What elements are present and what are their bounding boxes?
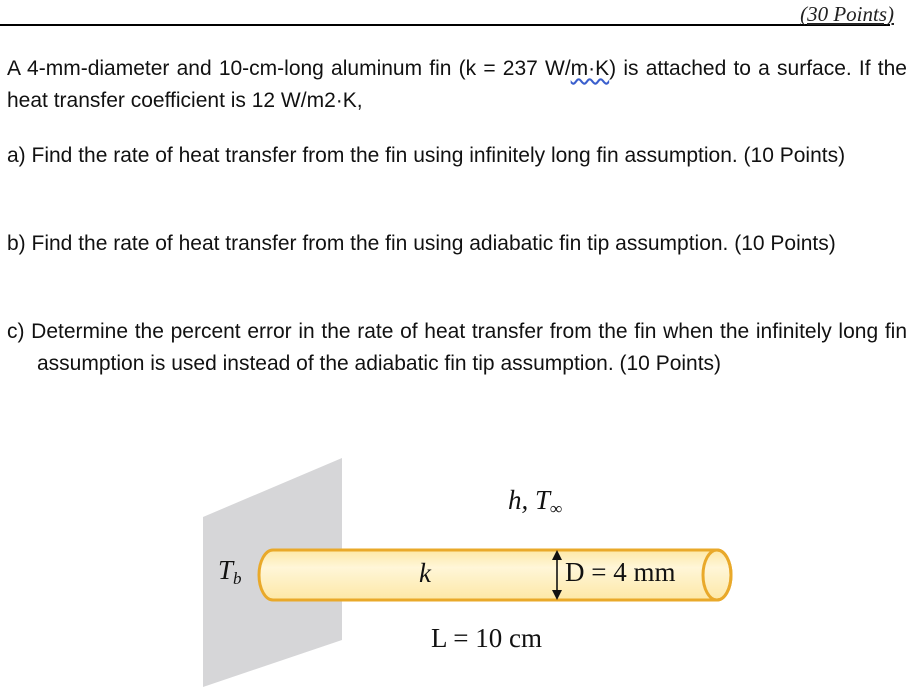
base-temp-label-text: T	[218, 555, 234, 585]
question-part-a: a) Find the rate of heat transfer from the fin using infinitely long fin assumption. (10 Points)	[7, 144, 846, 167]
question-part-c-text: c) Determine the percent error in the rate of heat transfer from the fin when the infinitely long fin assumption is used instead of the adiabatic fin tip assumption. (10 Points)	[7, 320, 907, 375]
intro-text-1: A 4-mm-diameter and 10-cm-long aluminum fin (k = 237 W/	[7, 57, 571, 80]
question-part-b: b) Find the rate of heat transfer from the fin using adiabatic fin tip assumption. (10 Points)	[7, 232, 836, 255]
question-part-c	[7, 316, 907, 380]
base-temp-label	[218, 555, 242, 589]
convection-label-sub: ∞	[550, 499, 563, 518]
header-rule	[0, 24, 890, 26]
length-label: L = 10 cm	[431, 623, 542, 653]
problem-intro	[7, 53, 907, 117]
fin-figure	[195, 455, 755, 689]
unit-underlined: m·K	[570, 57, 610, 80]
points-label: (30 Points)	[800, 2, 894, 26]
intro-text-2: ) is attached to a surface. If the heat transfer coefficient is 12 W/m2·K,	[7, 57, 907, 112]
convection-label-text: h, T	[508, 485, 551, 515]
base-temp-label-sub: b	[233, 569, 242, 588]
conductivity-label: k	[419, 558, 431, 588]
diameter-label: D = 4 mm	[565, 557, 676, 587]
convection-label	[508, 485, 562, 519]
